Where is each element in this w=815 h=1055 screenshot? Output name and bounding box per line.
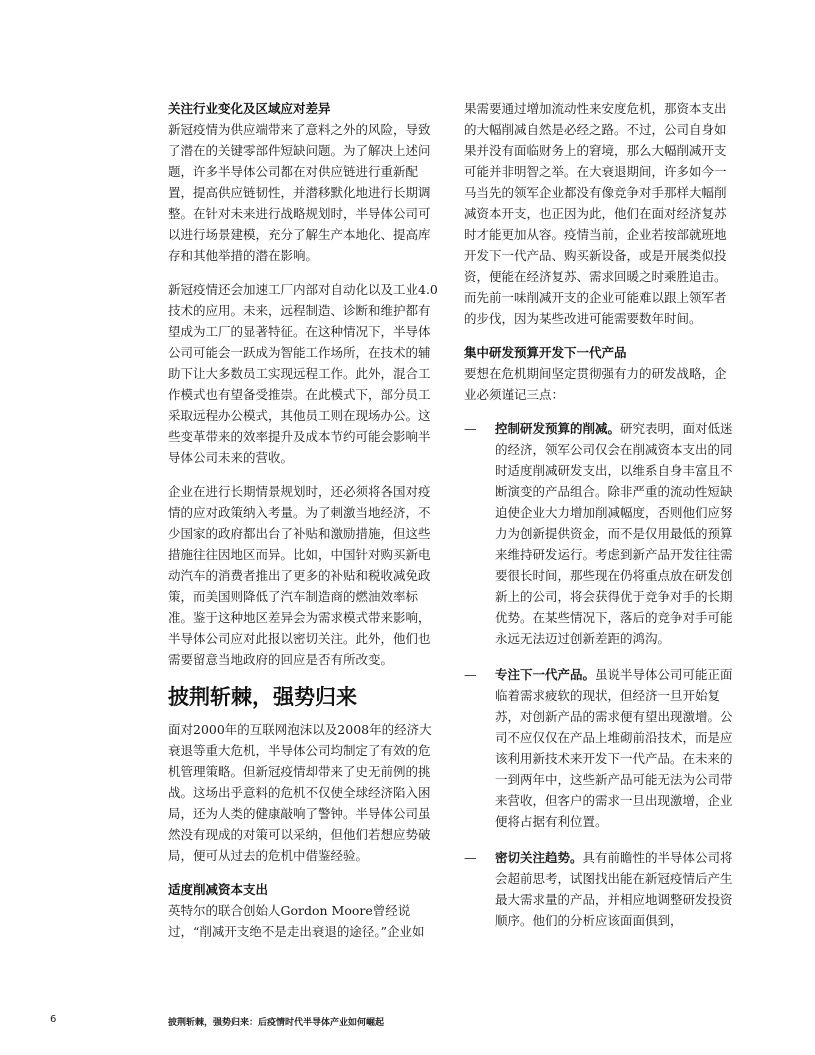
bullet-item [464, 847, 736, 931]
right-column [464, 98, 736, 946]
left-column [168, 98, 440, 942]
bullet-lead: 专注下一代产品。 [495, 667, 596, 682]
paragraph-rd-intro: 要想在危机期间坚定贯彻强有力的研发战略，企业必须谨记三点： [464, 366, 727, 402]
bullet-body: 具有前瞻性的半导体公司将会超前思考，试图找出能在新冠疫情后产生最大需求量的产品，并相应地调整研发投资顺序。他们的分析应该面面俱到， [495, 850, 733, 928]
paragraph-supply-risk: 新冠疫情为供应端带来了意料之外的风险，导致了潜在的关键零部件短缺问题。为了解决上述问题，许多半导体公司都在对供应链进行重新配置，提高供应链韧性，并潜移默化地进行长期调整。在针对未来进行战略规划时，半导体公司可以进行场景建模，充分了解生产本地化、提高库存和其他举措的潜在影响。 [168, 122, 431, 263]
page-number: 6 [50, 1014, 57, 1025]
heading-rd-budget: 集中研发预算开发下一代产品 [464, 345, 627, 360]
bullet-item [464, 418, 736, 649]
bullet-lead: 控制研发预算的削减。 [495, 421, 621, 436]
bullet-body: 研究表明，面对低迷的经济，领军公司仅会在削减资本支出的同时适度削减研发支出，以维系自身丰富且不断演变的产品组合。除非严重的流动性短缺迫使企业大力增加削减幅度，否则他们应努力为创新提供资金，而不是仅用最低的预算来维持研发运行。考虑到新产品开发往往需要很长时间，那些现在仍将重点放在研发创新上的公司，将会获得优于竞争对手的长期优势。在某些情况下，落后的竞争对手可能永远无法迈过创新差距的鸿沟。 [495, 421, 733, 646]
section-title: 披荆斩棘，强势归来 [168, 685, 357, 709]
paragraph-crisis-history: 面对2000年的互联网泡沫以及2008年的经济大衰退等重大危机，半导体公司均制定了有效的危机管理策略。但新冠疫情却带来了史无前例的挑战。这场出乎意料的危机不仅使全球经济陷入困局，还为人类的健康敲响了警钟。半导体公司虽然没有现成的对策可以采纳，但他们若想应势破局，便可从过去的危机中借鉴经验。 [168, 722, 432, 863]
heading-capex: 适度削减资本支出 [168, 882, 269, 897]
heading-industry-changes: 关注行业变化及区域应对差异 [168, 101, 331, 116]
dash-marker: — [464, 421, 477, 436]
bullet-lead: 密切关注趋势。 [495, 850, 583, 865]
bullet-text [495, 847, 736, 931]
bullet-body: 虽说半导体公司可能正面临着需求疲软的现状，但经济一旦开始复苏，对创新产品的需求便有望出现激增。公司不应仅仅在产品上堆砌前沿技术，而是应该利用新技术来开发下一代产品。在未来的一到两年中，这些新产品可能无法为公司带来营收，但客户的需求一旦出现激增，企业便将占据有利位置。 [495, 667, 733, 829]
bullet-text [495, 664, 736, 832]
bullet-text [495, 418, 736, 649]
paragraph-regional-policy: 企业在进行长期情景规划时，还必须将各国对疫情的应对政策纳入考量。为了刺激当地经济，不少国家的政府都出台了补贴和激励措施，但这些措施往往因地区而异。比如，中国针对购买新电动汽车的消费者推出了更多的补贴和税收减免政策，而美国则降低了汽车制造商的燃油效率标准。鉴于这种地区差异会为需求模式带来影响，半导体公司应对此报以密切关注。此外，他们也需要留意当地政府的回应是否有所改变。 [168, 484, 431, 667]
footer-title: 披荆斩棘，强势归来：后疫情时代半导体产业如何崛起 [168, 1018, 385, 1028]
paragraph-automation: 新冠疫情还会加速工厂内部对自动化以及工业4.0技术的应用。未来，远程制造、诊断和维护都有望成为工厂的显著特征。在这种情况下，半导体公司可能会一跃成为智能工作场所，在技术的辅助下让大多数员工实现远程工作。此外，混合工作模式也有望备受推崇。在此模式下，部分员工采取远程办公模式，其他员工则在现场办公。这些变革带来的效率提升及成本节约可能会影响半导体公司未来的营收。 [168, 282, 438, 465]
bullet-item [464, 664, 736, 832]
dash-marker: — [464, 667, 477, 682]
dash-marker: — [464, 850, 477, 865]
paragraph-capex-continued: 果需要通过增加流动性来安度危机，那资本支出的大幅削减自然是必经之路。不过，公司自身如果并没有面临财务上的窘境，那么大幅削减开支可能并非明智之举。在大衰退期间，许多如今一马当先的领军企业都没有像竞争对手那样大幅削减资本开支，也正因为此，他们在面对经济复苏时才能更加从容。疫情当前，企业若按部就班地开发下一代产品、购买新设备，或是开展类似投资，便能在经济复苏、需求回暖之时乘胜追击。而先前一味削减开支的企业可能难以跟上领军者的步伐，因为某些改进可能需要数年时间。 [464, 101, 727, 326]
paragraph-moore-quote: 英特尔的联合创始人Gordon Moore曾经说过，“削减开支绝不是走出衰退的途径。”企业如 [168, 903, 425, 939]
